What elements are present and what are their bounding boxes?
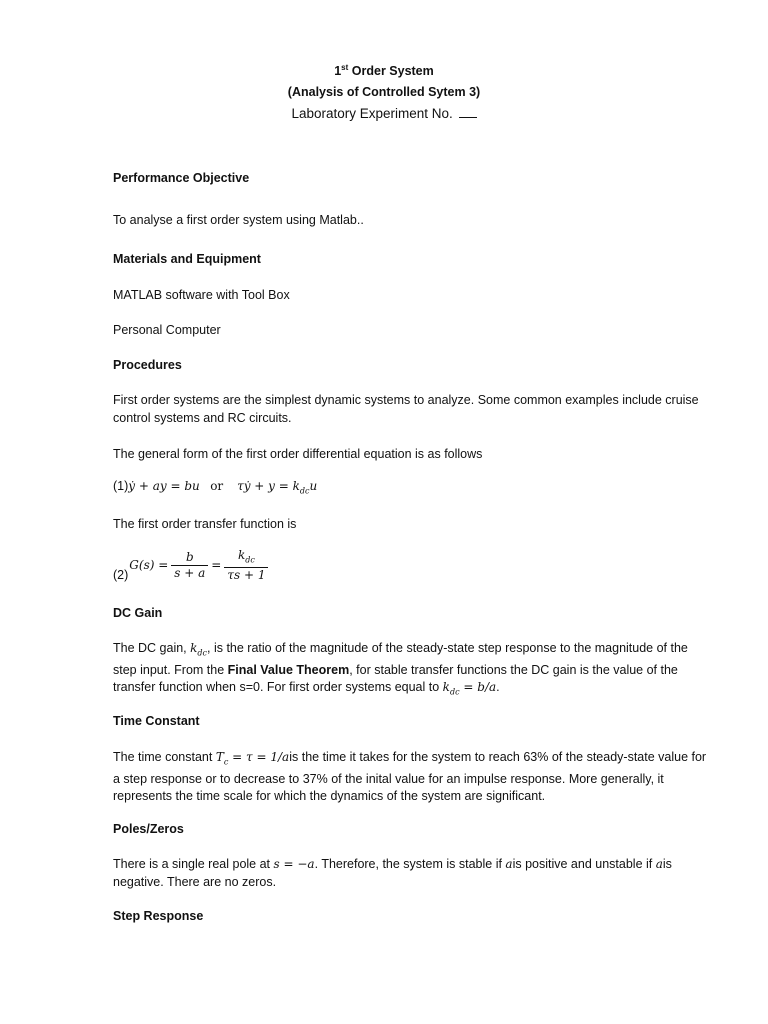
poles-zeros-text-c: is positive and unstable if: [512, 857, 656, 871]
symbol-a-1: a: [505, 857, 513, 871]
poles-zeros-text-a: There is a single real pole at: [113, 857, 274, 871]
dc-gain-text-b: , is the ratio of the magnitude of the steady-state step response to the magnitude of the step input. From the: [113, 641, 688, 677]
procedures-paragraph-1: First order systems are the simplest dynamic systems to analyze. Some common examples include cruise control systems and RC circuits.: [113, 393, 699, 425]
experiment-number-line: [0, 106, 768, 121]
poles-zeros-text-b: . Therefore, the system is stable if: [314, 857, 506, 871]
performance-objective-text: To analyse a first order system using Matlab..: [113, 213, 364, 227]
dc-gain-text-bold: Final Value Theorem: [227, 662, 350, 677]
time-constant-text-b: is the time it takes for the system to reach 63% of the steady-state value for a step response or to decrease to 37% of the inital value for an impulse response. More generally, it represents the time scale for which the dynamics of the system are significant.: [113, 750, 707, 804]
dc-gain-text-c: , for stable transfer functions the DC gain is the value of the transfer function when s=0. For first order systems equal to: [113, 662, 678, 695]
heading-poles-zeros: Poles/Zeros: [113, 822, 184, 836]
equation-1-formula-b: τẏ + $y = k_{dc}u$: [237, 479, 318, 496]
title-ordinal-suffix: st: [341, 62, 349, 72]
document-subtitle: (Analysis of Controlled Sytem 3): [287, 85, 481, 99]
equation-1-label: (1): [113, 479, 129, 493]
poles-zeros-text-d: is negative. There are no zeros.: [113, 857, 672, 889]
heading-time-constant: Time Constant: [113, 714, 200, 728]
equation-2: [113, 548, 713, 583]
time-constant-text-a: The time constant: [113, 750, 216, 764]
document-title: [0, 64, 768, 78]
equation-2-formula: G(s) = $\frac{b}{s + a}$ = $\frac{k_{dc}}{\tau s + 1}$: [129, 548, 271, 583]
dc-gain-text-a: The DC gain,: [113, 641, 191, 655]
dc-gain-symbol: $k_{dc}$: [190, 641, 208, 658]
time-constant-paragraph: [113, 749, 713, 806]
procedures-paragraph-2: The general form of the first order differential equation is as follows: [113, 447, 483, 461]
heading-performance-objective: Performance Objective: [113, 171, 250, 185]
heading-materials: Materials and Equipment: [113, 252, 261, 266]
poles-zeros-paragraph: [113, 856, 713, 891]
title-number: 1: [334, 64, 342, 78]
dc-gain-formula: $k_{dc} = b/a$: [442, 680, 497, 697]
heading-step-response: Step Response: [113, 909, 204, 923]
heading-dc-gain: DC Gain: [113, 606, 163, 620]
experiment-number-blank: [459, 106, 477, 118]
equation-2-label: (2): [113, 568, 129, 583]
equation-1-formula-a: ẏ + ay = bu: [128, 479, 200, 493]
materials-item-computer: Personal Computer: [113, 323, 221, 337]
procedures-paragraph-3: The first order transfer function is: [113, 517, 297, 531]
symbol-a-2: a: [655, 857, 663, 871]
equation-1-or: or: [210, 479, 224, 493]
materials-item-matlab: MATLAB software with Tool Box: [113, 288, 290, 302]
equation-1: [113, 478, 713, 499]
dc-gain-text-d: .: [496, 680, 500, 695]
pole-formula: s = −a: [273, 857, 315, 871]
heading-procedures: Procedures: [113, 358, 182, 372]
time-constant-formula: $T_c = \tau = 1/a$: [215, 750, 290, 767]
dc-gain-paragraph: [113, 640, 713, 701]
experiment-number-label: Laboratory Experiment No.: [291, 106, 457, 121]
title-text: Order System: [348, 64, 434, 78]
